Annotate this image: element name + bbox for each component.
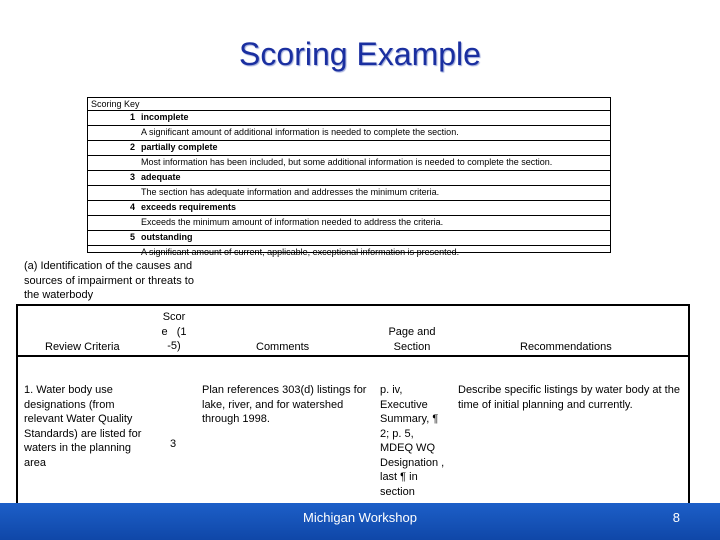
score-label: outstanding [141, 232, 193, 242]
cell-page-section: p. iv, Executive Summary, ¶ 2; p. 5, MDEQ WQ Designation , last ¶ in section [380, 384, 445, 498]
footer-workshop-label: Michigan Workshop [303, 510, 417, 525]
cell-comments: Plan references 303(d) listings for lake, river, and for watershed through 1998. [202, 384, 367, 425]
score-label: incomplete [141, 112, 189, 122]
header-score-line1: Scor [162, 311, 186, 323]
score-description: Exceeds the minimum amount of information needed to address the criteria. [141, 217, 444, 227]
scoring-key-item-title [88, 140, 610, 155]
table-divider [16, 355, 690, 357]
header-page-section-line1: Page and [388, 326, 436, 338]
scoring-key-item-desc [88, 245, 610, 260]
score-description: A significant amount of additional information is needed to complete the section. [141, 127, 459, 137]
score-number: 5 [130, 232, 136, 242]
header-score-line2: e (1 [161, 325, 187, 338]
scoring-key-item-title [88, 200, 610, 215]
header-page-section-line2: Section [393, 340, 431, 353]
cell-review-criteria: 1. Water body use designations (from relevant Water Quality Standards) are listed for waters in the planning area [24, 384, 142, 469]
score-number: 1 [130, 112, 136, 122]
header-page-section [376, 325, 448, 354]
scoring-key-item-desc [88, 155, 610, 170]
header-comments: Comments [256, 341, 310, 353]
score-label: partially complete [141, 142, 218, 152]
header-recommendations: Recommendations [520, 341, 612, 353]
scoring-key-box [87, 97, 611, 257]
score-number: 2 [130, 142, 136, 152]
header-score-line3: -5) [167, 340, 181, 352]
cell-recommendations: Describe specific listings by water body at the time of initial planning and currently. [458, 384, 680, 411]
score-number: 3 [130, 172, 136, 182]
score-number: 4 [130, 202, 136, 212]
slide-title: Scoring Example [239, 36, 481, 72]
scoring-key-item-title [88, 170, 610, 185]
scoring-key-header: Scoring Key [91, 99, 140, 109]
scoring-key-item-title [88, 110, 610, 125]
cell-score: 3 [170, 438, 177, 450]
slide-page-number: 8 [672, 510, 680, 525]
scoring-key-item-desc [88, 125, 610, 140]
scoring-key-item-title [88, 230, 610, 245]
criteria-intro-text: (a) Identification of the causes and sources of impairment or threats to the waterbody [24, 260, 194, 301]
header-score [148, 310, 200, 354]
score-description: A significant amount of current, applicable, exceptional information is presented. [141, 247, 460, 257]
score-description: The section has adequate information and addresses the minimum criteria. [141, 187, 440, 197]
score-label: adequate [141, 172, 181, 182]
scoring-key-item-desc [88, 185, 610, 200]
score-label: exceeds requirements [141, 202, 237, 212]
score-description: Most information has been included, but some additional information is needed to complete the section. [141, 157, 553, 167]
scoring-key-item-desc [88, 215, 610, 230]
header-review-criteria: Review Criteria [45, 341, 120, 353]
